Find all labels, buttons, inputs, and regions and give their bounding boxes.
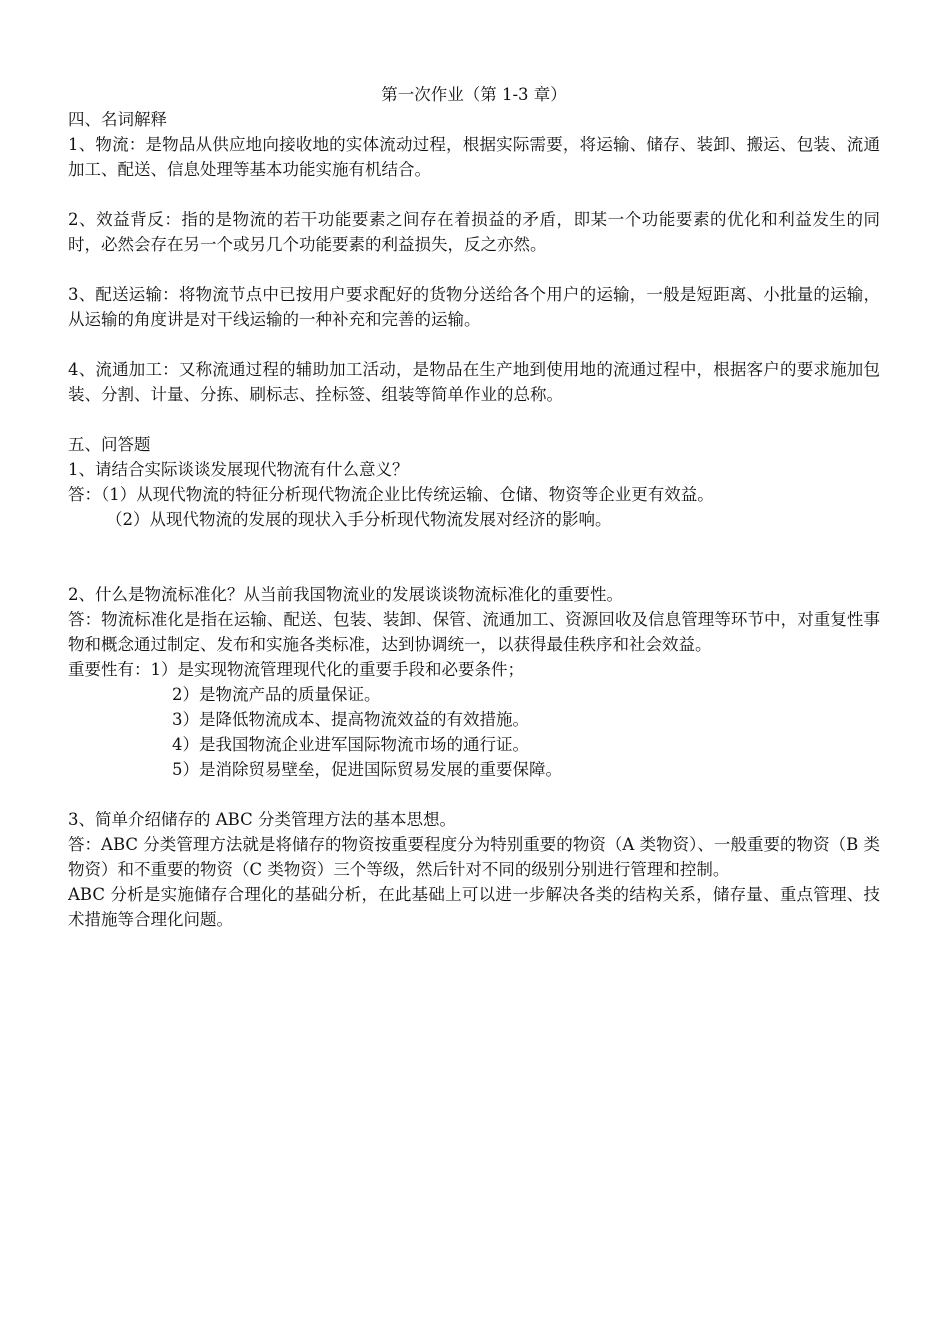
question-2: 2、什么是物流标准化？从当前我国物流业的发展谈谈物流标准化的重要性。 — [68, 585, 623, 604]
spacer — [68, 332, 880, 357]
term-definition-processing: 4、流通加工：又称流通过程的辅助加工活动，是物品在生产地到使用地的流通过程中，根据客户的要求施加包装、分割、计量、分拣、刷标志、拴标签、组装等简单作业的总称。 — [68, 360, 880, 404]
document-title: 第一次作业（第 1-3 章） — [381, 85, 567, 104]
term-definition-logistics: 1、物流：是物品从供应地向接收地的实体流动过程，根据实际需要，将运输、储存、装卸、搬运、包装、流通加工、配送、信息处理等基本功能实施有机结合。 — [68, 135, 880, 179]
spacer — [68, 782, 880, 807]
answer-2-importance-intro: 重要性有：1）是实现物流管理现代化的重要手段和必要条件； — [68, 660, 524, 679]
document-body — [68, 82, 880, 932]
answer-3: 答：ABC 分类管理方法就是将储存的物资按重要程度分为特别重要的物资（A 类物资）、一般重要的物资（B 类物资）和不重要的物资（C 类物资）三个等级，然后针对不同的级别分别进行管理和控制。 — [68, 835, 880, 879]
answer-1-part-2: （2）从现代物流的发展的现状入手分析现代物流发展对经济的影响。 — [106, 510, 612, 529]
answer-2-point: 4）是我国物流企业进军国际物流市场的通行证。 — [172, 735, 529, 754]
spacer — [68, 257, 880, 282]
answer-2-point: 2）是物流产品的质量保证。 — [172, 685, 381, 704]
answer-2-point: 3）是降低物流成本、提高物流效益的有效措施。 — [172, 710, 529, 729]
question-3: 3、简单介绍储存的 ABC 分类管理方法的基本思想。 — [68, 810, 456, 829]
section-heading-questions: 五、问答题 — [68, 435, 151, 454]
term-definition-tradeoff: 2、效益背反：指的是物流的若干功能要素之间存在着损益的矛盾，即某一个功能要素的优化和利益发生的同时，必然会存在另一个或另几个功能要素的利益损失，反之亦然。 — [68, 210, 880, 254]
answer-1-part-1: 答：（1）从现代物流的特征分析现代物流企业比传统运输、仓储、物资等企业更有效益。 — [68, 485, 714, 504]
answer-2: 答：物流标准化是指在运输、配送、包装、装卸、保管、流通加工、资源回收及信息管理等环节中，对重复性事物和概念通过制定、发布和实施各类标准，达到协调统一，以获得最佳秩序和社会效益。 — [68, 610, 880, 654]
term-definition-distribution: 3、配送运输：将物流节点中已按用户要求配好的货物分送给各个用户的运输，一般是短距离、小批量的运输，从运输的角度讲是对干线运输的一种补充和完善的运输。 — [68, 285, 880, 329]
answer-2-point: 5）是消除贸易壁垒，促进国际贸易发展的重要保障。 — [172, 760, 562, 779]
spacer — [68, 532, 880, 582]
answer-3-followup: ABC 分析是实施储存合理化的基础分析，在此基础上可以进一步解决各类的结构关系，储存量、重点管理、技术措施等合理化问题。 — [68, 885, 880, 929]
section-heading-terms: 四、名词解释 — [68, 110, 167, 129]
question-1: 1、请结合实际谈谈发展现代物流有什么意义？ — [68, 460, 409, 479]
spacer — [68, 407, 880, 432]
spacer — [68, 182, 880, 207]
